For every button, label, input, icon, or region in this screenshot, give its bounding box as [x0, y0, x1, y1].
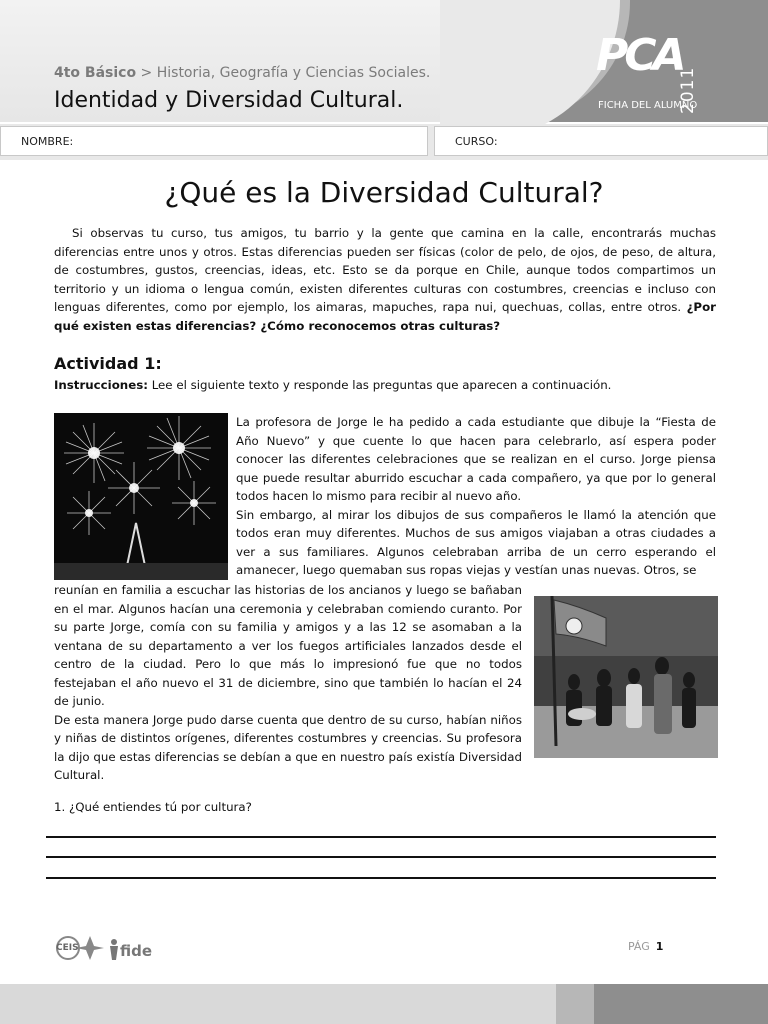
story-text-1: La profesora de Jorge le ha pedido a cada estudiante que dibuje la “Fiesta de Año Nuevo” y que cuente lo que hacen para celebrarlo, así espera poder conocer las diferentes celebraciones que se realizan en el curso. Jorge piensa que puede resultar aburrido escuchar a cada compañero, ya que por lo general todos hacen lo mismo para recibir al nuevo año. [236, 415, 716, 503]
instructions-label: Instrucciones: [54, 378, 148, 392]
answer-line[interactable] [46, 856, 716, 858]
logo-subtitle: FICHA DEL ALUMNO [598, 100, 698, 111]
page-number [628, 940, 663, 953]
course-label: CURSO: [455, 135, 498, 148]
breadcrumb-grade: 4to Básico [54, 65, 137, 81]
story-part-2 [54, 581, 522, 785]
pca-logo [596, 30, 706, 112]
breadcrumb-separator: > [140, 65, 153, 81]
name-label: NOMBRE: [21, 135, 74, 148]
fireworks-photo [54, 413, 228, 580]
intro-questions: ¿Por qué existen estas diferencias? ¿Cómo reconocemos otras culturas? [54, 300, 716, 333]
footer-dark-band [594, 984, 768, 1024]
fireworks-illustration [54, 413, 228, 580]
answer-line[interactable] [46, 836, 716, 838]
breadcrumb [54, 65, 430, 81]
footer-logos [54, 932, 164, 964]
ritual-flag-photo [534, 596, 718, 758]
page-number-value: 1 [655, 940, 664, 953]
intro-paragraph [54, 224, 716, 335]
answer-line[interactable] [46, 877, 716, 879]
story-text-2: Sin embargo, al mirar los dibujos de sus compañeros le llamó la atención que todos eran muy diferentes. Muchos de sus amigos viajaban a otras ciudades a ver a sus familiares. Algunos celebraban arriba de un cerro esperando el amanecer, luego quemaban sus ropas viejas y vestían unas nuevas. Otros, se [236, 507, 716, 577]
ritual-illustration [534, 596, 718, 758]
breadcrumb-subject: Historia, Geografía y Ciencias Sociales. [156, 65, 431, 81]
course-field[interactable] [434, 126, 768, 156]
activity-instructions [54, 378, 611, 392]
page-label: PÁG [628, 940, 650, 953]
logo-text: PCA [596, 30, 683, 81]
story-part-1 [236, 413, 716, 580]
unit-title: Identidad y Diversidad Cultural. [54, 88, 404, 113]
footer-mid-band [556, 984, 596, 1024]
fide-logo-text: fide [120, 942, 153, 960]
page-title: ¿Qué es la Diversidad Cultural? [164, 176, 604, 209]
story-text-4: De esta manera Jorge pudo darse cuenta que dentro de su curso, habían niños y niñas de distintos orígenes, diferentes costumbres y creencias. Su profesora la dijo que estas diferencias se debían a que en nuestro país existía Diversidad Cultural. [54, 712, 522, 782]
name-field[interactable] [0, 126, 428, 156]
logo-year: 2011 [678, 66, 698, 114]
question-1: 1. ¿Qué entiendes tú por cultura? [54, 800, 252, 814]
activity-title: Actividad 1: [54, 354, 162, 373]
story-text-3: reunían en familia a escuchar las historias de los ancianos y luego se bañaban en el mar. Algunos hacían una ceremonia y celebraban comiendo curanto. Por su parte Jorge, comía con su familia y amigos y a las 12 se asomaban a la ventana de su departamento a ver los fuegos artificiales lanzados desde el centro de la ciudad. Pero lo que más lo impresionó fue que no todos festejaban el año nuevo el 31 de diciembre, sino que también lo hacían el 24 de junio. [54, 583, 522, 708]
ceis-logo-text: CEIS [56, 943, 79, 953]
instructions-text: Lee el siguiente texto y responde las preguntas que aparecen a continuación. [151, 378, 612, 392]
intro-text: Si observas tu curso, tus amigos, tu barrio y la gente que camina en la calle, encontrarás muchas diferencias entre unos y otros. Estas diferencias pueden ser físicas (color de pelo, de ojos, de peso, de altura, de costumbres, gustos, creencias, ideas, etc. Esto se da porque en Chile, aunque todos compartimos un territorio y un idioma o lengua común, existen diferentes culturas con costumbres, creencias e incluso con lenguas diferentes, como por ejemplo, los aimaras, mapuches, rapa nui, quechuas, collas, entre otros. [54, 226, 716, 314]
